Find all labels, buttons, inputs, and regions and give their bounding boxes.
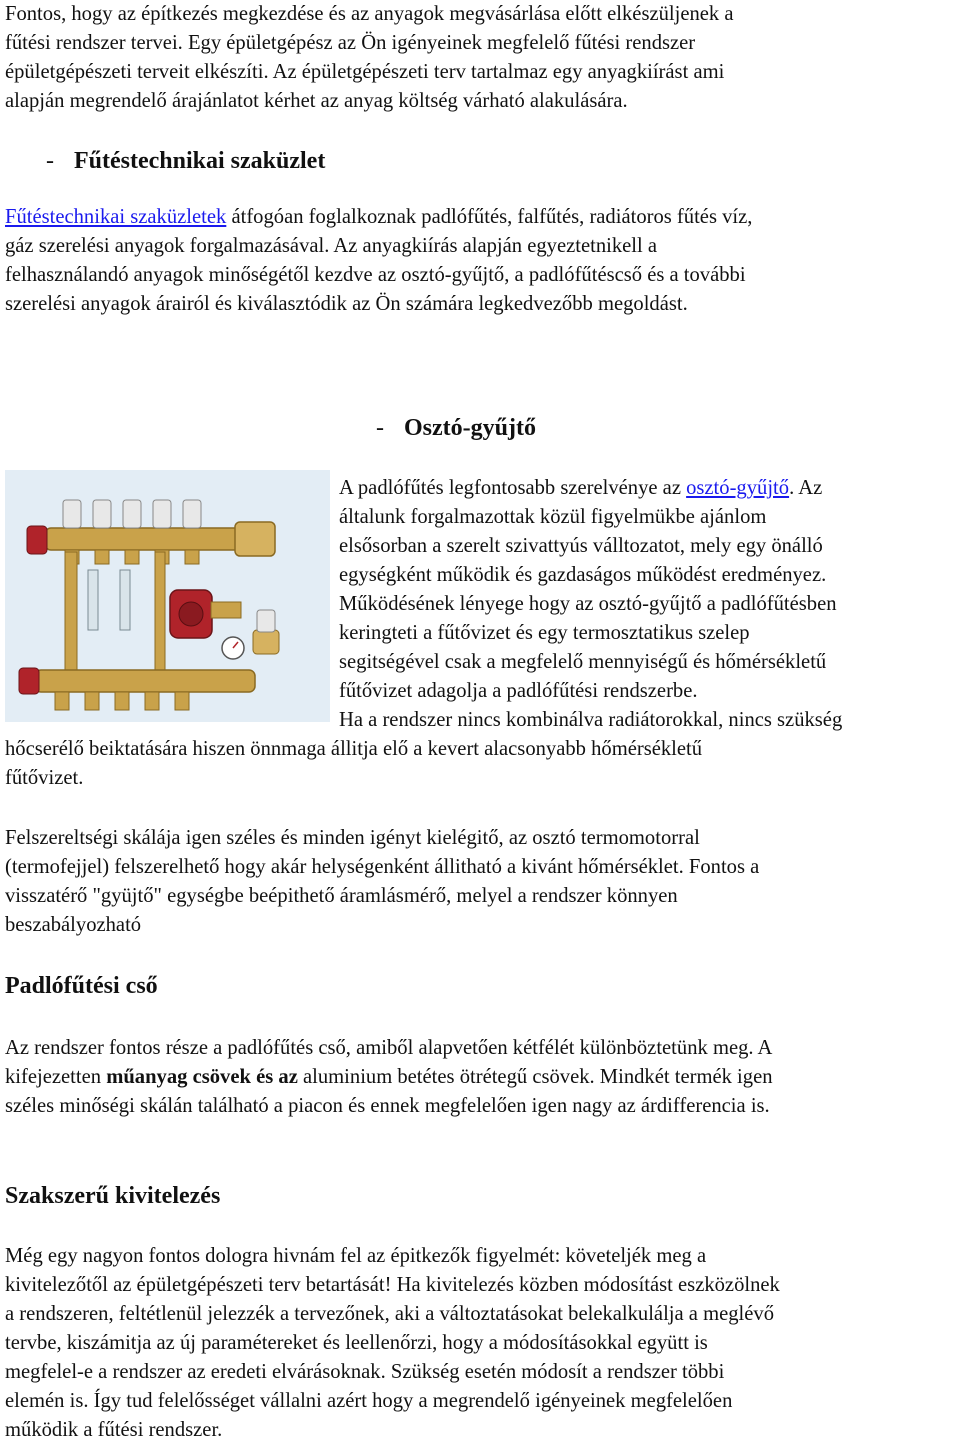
text-line: széles minőségi skálán található a piacon és ennek megfelelően igen nagy az árdifferencia is.: [5, 1095, 770, 1117]
section-heading-pipe: Padlófűtési cső: [5, 973, 158, 999]
heading-dash: -: [376, 415, 384, 441]
text-fragment: . Az: [789, 477, 823, 499]
text-fragment: átfogóan foglalkoznak padlófűtés, falfűtés, radiátoros fűtés víz,: [226, 206, 753, 228]
text-line: [5, 203, 960, 232]
section-heading-manifold: [376, 413, 536, 443]
text-line: épületgépészeti terveit elkészíti. Az épületgépészeti terv tartalmaz egy anyagkiírást ami: [5, 61, 725, 83]
text-line: fűtővizet adagolja a padlófűtési rendszerbe.: [339, 680, 698, 702]
text-line: [339, 474, 960, 503]
shop-paragraph: [5, 203, 960, 319]
text-line: Még egy nagyon fontos dologra hivnám fel az épitkezők figyelmét: követeljék meg a: [5, 1245, 707, 1267]
text-line: általunk forgalmazottak közül figyelmükbe ajánlom: [339, 506, 767, 528]
text-line: visszatérő "gyüjtő" egységbe beépithető áramlásmérő, melyel a rendszer könnyen: [5, 885, 678, 907]
text-line: egységként működik és gazdaságos működést eredményez.: [339, 564, 827, 586]
text-line: Fontos, hogy az építkezés megkezdése és az anyagok megvásárlása előtt elkészüljenek a: [5, 3, 734, 25]
text-line: gáz szerelési anyagok forgalmazásával. Az anyagkiírás alapján egyeztetnikell a: [5, 235, 658, 257]
text-fragment: A padlófűtés legfontosabb szerelvénye az: [339, 477, 687, 499]
text-line: szerelési anyagok árairól és kiválasztódik az Ön számára legkedvezőbb megoldást.: [5, 293, 688, 315]
text-line: hőcserélő beiktatására hiszen önnmaga állitja elő a kevert alacsonyabb hőmérsékletű: [5, 738, 703, 760]
section-heading-shop: [46, 146, 325, 176]
heading-dash: -: [46, 148, 54, 174]
text-line: elsősorban a szerelt szivattyús válltozatot, mely egy önálló: [339, 535, 823, 557]
shop-link[interactable]: Fűtéstechnikai szaküzletek: [5, 206, 227, 228]
intro-paragraph: [5, 0, 960, 116]
text-line: [5, 1063, 960, 1092]
heading-title: Fűtéstechnikai szaküzlet: [74, 148, 326, 174]
install-paragraph: [5, 1242, 960, 1445]
bold-text: műanyag csövek és az: [106, 1066, 298, 1088]
text-line: keringteti a fűtővizet és egy termosztatikus szelep: [339, 622, 750, 644]
text-line: segitségével csak a megfelelő mennyiségű és hőmérsékletű: [339, 651, 827, 673]
text-line: alapján megrendelő árajánlatot kérhet az anyag költség várható alakulására.: [5, 90, 628, 112]
manifold-image: [5, 470, 330, 722]
text-line: (termofejjel) felszerelhető hogy akár helységenként állitható a kivánt hőmérséklet. Fontos a: [5, 856, 760, 878]
text-line: Az rendszer fontos része a padlófűtés cső, amiből alapvetően kétfélét különböztetünk meg. A: [5, 1037, 773, 1059]
text-fragment: aluminium betétes ötrétegű csövek. Mindkét termék igen: [297, 1066, 773, 1088]
text-line: fűtési rendszer tervei. Egy épületgépész az Ön igényeinek megfelelő fűtési rendszer: [5, 32, 696, 54]
text-line: fűtővizet.: [5, 767, 84, 789]
manifold-wide-first: [339, 706, 960, 735]
text-line: működik a fűtési rendszer.: [5, 1419, 223, 1441]
text-line: Ha a rendszer nincs kombinálva radiátorokkal, nincs szükség: [339, 709, 843, 731]
manifold-link[interactable]: osztó-gyűjtő: [686, 477, 790, 499]
text-line: elemén is. Így tud felelősséget vállalni azért hogy a megrendelő igényeinek megfelelően: [5, 1390, 733, 1412]
manifold-illustration: [5, 470, 330, 722]
manifold-side-paragraph: [339, 474, 960, 706]
section-heading-install: Szakszerű kivitelezés: [5, 1183, 221, 1209]
text-line: Működésének lényege hogy az osztó-gyűjtő a padlófűtésben: [339, 593, 837, 615]
heading-title: Osztó-gyűjtő: [404, 415, 536, 441]
manifold-features-paragraph: [5, 824, 960, 940]
text-line: megfelel-e a rendszer az eredeti elvárásoknak. Szükség esetén módosít a rendszer többi: [5, 1361, 725, 1383]
manifold-wide-paragraph: [5, 735, 960, 793]
text-line: beszabályozható: [5, 914, 142, 936]
text-line: tervbe, kiszámitja az új paramétereket és leellenőrzi, hogy a módosításokkal együtt is: [5, 1332, 708, 1354]
text-line: felhasználandó anyagok minőségétől kezdve az osztó-gyűjtő, a padlófűtéscső és a további: [5, 264, 746, 286]
text-line: Felszereltségi skálája igen széles és minden igényt kielégitő, az osztó termomotorral: [5, 827, 700, 849]
text-line: kivitelezőtől az épületgépészeti terv betartását! Ha kivitelezés közben módosítást eszközölnek: [5, 1274, 780, 1296]
pipe-paragraph: [5, 1034, 960, 1121]
text-fragment: kifejezetten: [5, 1066, 107, 1088]
text-line: a rendszeren, feltétlenül jelezzék a tervezőnek, aki a változtatásokat belekalkulálja a meglévő: [5, 1303, 775, 1325]
